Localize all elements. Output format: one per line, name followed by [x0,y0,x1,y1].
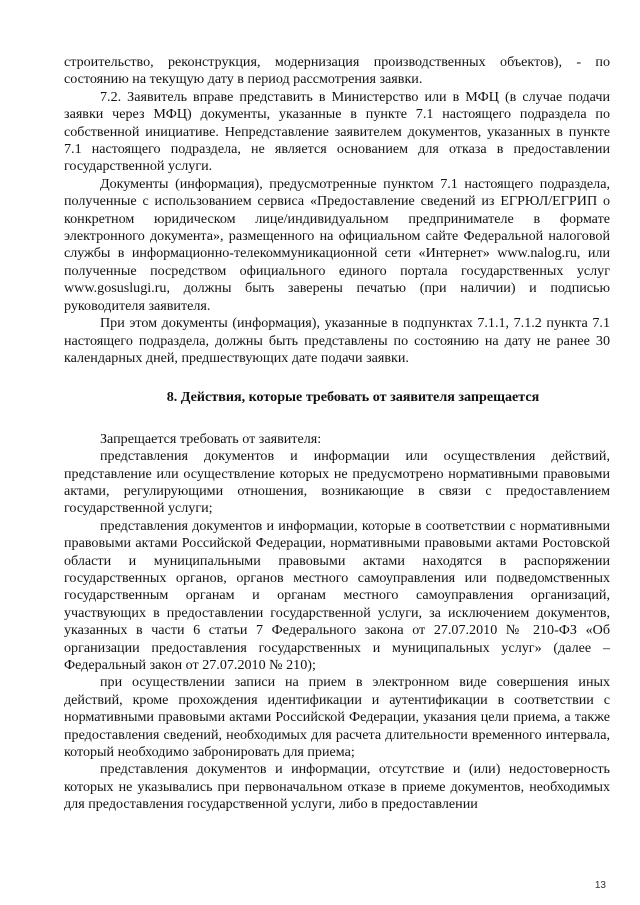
paragraph: при осуществлении записи на прием в электронном виде совершения иных действий, кроме прохождения идентификации и аутентификации в соответствии с нормативными правовыми актами Российской Федерации, указания цели приема, а также предоставления сведений, необходимых для расчета длительности временного интервала, который необходимо забронировать для приема; [64,674,610,761]
page-number: 13 [594,880,606,891]
section-heading: 8. Действия, которые требовать от заявителя запрещается [166,389,540,406]
document-page [64,54,610,814]
paragraph: 7.2. Заявитель вправе представить в Министерство или в МФЦ (в случае подачи заявки через МФЦ) документы, указанные в пункте 7.1 настоящего подраздела по собственной инициативе. Непредставление заявителем документов, указанных в пункте 7.1 настоящего подраздела, не является основанием для отказа в предоставлении государственной услуги. [64,88,610,175]
paragraph: представления документов и информации или осуществления действий, представление или осуществление которых не предусмотрено нормативными правовыми актами, регулирующими отношения, возникающие в связи с предоставлением государственной услуги; [64,448,610,517]
paragraph: представления документов и информации, которые в соответствии с нормативными правовыми актами Российской Федерации, нормативными правовыми актами Ростовской области и муниципальными правовыми актами находятся в распоряжении государственных органов, органов местного самоуправления или подведомственных государственным органам и органам местного самоуправления организаций, участвующих в предоставлении государственной услуги, за исключением документов, указанных в части 6 статьи 7 Федерального закона от 27.07.2010 № 210-ФЗ «Об организации предоставления государственных и муниципальных услуг» (далее – Федеральный закон от 27.07.2010 № 210); [64,517,610,673]
paragraph: Документы (информация), предусмотренные пунктом 7.1 настоящего подраздела, полученные с использованием сервиса «Предоставление сведений из ЕГРЮЛ/ЕГРИП о конкретном юридическом лице/индивидуальном предпринимателе в формате электронного документа», размещенного на официальном сайте Федеральной налоговой службы в информационно-телекоммуникационной сети «Интернет» www.nalog.ru, или полученные посредством официального единого портала государственных услуг www.gosuslugi.ru, должны быть заверены печатью (при наличии) и подписью руководителя заявителя. [64,175,610,314]
paragraph: Запрещается требовать от заявителя: [100,430,322,447]
paragraph: представления документов и информации, отсутствие и (или) недостоверность которых не указывались при первоначальном отказе в приеме документов, необходимых для предоставления государственной услуги, либо в предоставлении [64,761,610,813]
paragraph: При этом документы (информация), указанные в подпунктах 7.1.1, 7.1.2 пункта 7.1 настоящего подраздела, должны быть представлены по состоянию на дату не ранее 30 календарных дней, предшествующих дате подачи заявки. [64,315,610,366]
paragraph: строительство, реконструкция, модернизация производственных объектов), - по состоянию на текущую дату в период рассмотрения заявки. [64,54,610,88]
